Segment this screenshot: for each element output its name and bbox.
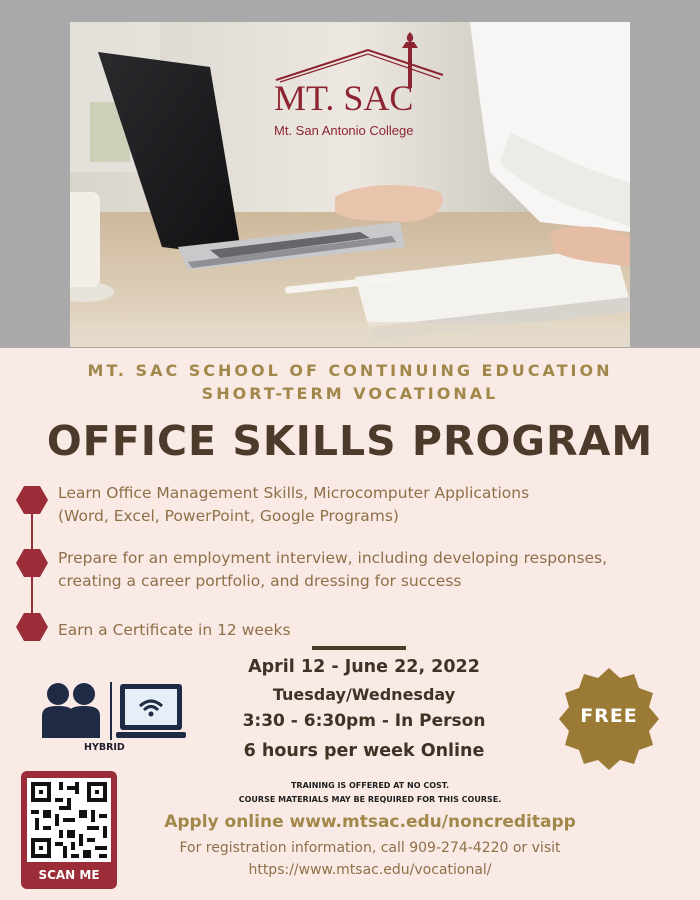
course-time: 3:30 - 6:30pm - In Person: [242, 711, 486, 731]
vocational-url-link[interactable]: https://www.mtsac.edu/vocational/: [248, 862, 492, 878]
course-dates: April 12 - June 22, 2022: [248, 657, 480, 677]
course-days: Tuesday/Wednesday: [272, 685, 456, 704]
logo-subtitle: Mt. San Antonio College: [274, 123, 414, 138]
hexagon-bullet-icon: [16, 549, 48, 577]
people-icon: [42, 683, 100, 738]
scan-me-label: SCAN ME: [38, 868, 100, 882]
program-category: SHORT-TERM VOCATIONAL: [201, 384, 499, 403]
page-title: OFFICE SKILLS PROGRAM: [46, 417, 654, 465]
qr-code[interactable]: [27, 778, 111, 862]
bullet-item-office-skills: [58, 482, 678, 528]
registration-info: For registration information, call 909-274-4220 or visit: [179, 840, 561, 856]
icon-separator: [110, 682, 112, 740]
hybrid-label: HYBRID: [84, 742, 125, 753]
bullet-line: Prepare for an employment interview, including developing responses,: [58, 549, 608, 567]
hexagon-bullet-icon: [16, 613, 48, 641]
mt-sac-logo: [268, 30, 458, 145]
bullet-item-interview: [58, 547, 678, 593]
bullet-item-certificate: [58, 619, 678, 642]
free-badge-label: FREE: [580, 705, 638, 727]
no-cost-note: TRAINING IS OFFERED AT NO COST.: [290, 781, 450, 790]
bullet-line: creating a career portfolio, and dressing for success: [58, 572, 462, 590]
school-name: MT. SAC SCHOOL OF CONTINUING EDUCATION: [87, 361, 613, 380]
laptop-wifi-icon: [116, 684, 186, 738]
course-online-hours: 6 hours per week Online: [243, 741, 485, 761]
materials-note: COURSE MATERIALS MAY BE REQUIRED FOR THIS COURSE.: [238, 795, 502, 804]
logo-name: MT. SAC: [274, 78, 414, 118]
bullet-line: Learn Office Management Skills, Microcomputer Applications: [58, 484, 530, 502]
bullet-line: (Word, Excel, PowerPoint, Google Programs): [58, 507, 399, 525]
section-divider: [312, 646, 406, 650]
hybrid-icon-group: [40, 682, 190, 742]
apply-online-link[interactable]: Apply online www.mtsac.edu/noncreditapp: [164, 812, 576, 832]
bullet-line: Earn a Certificate in 12 weeks: [58, 621, 291, 639]
hexagon-bullet-icon: [16, 486, 48, 514]
qr-code-icon: [27, 778, 111, 862]
